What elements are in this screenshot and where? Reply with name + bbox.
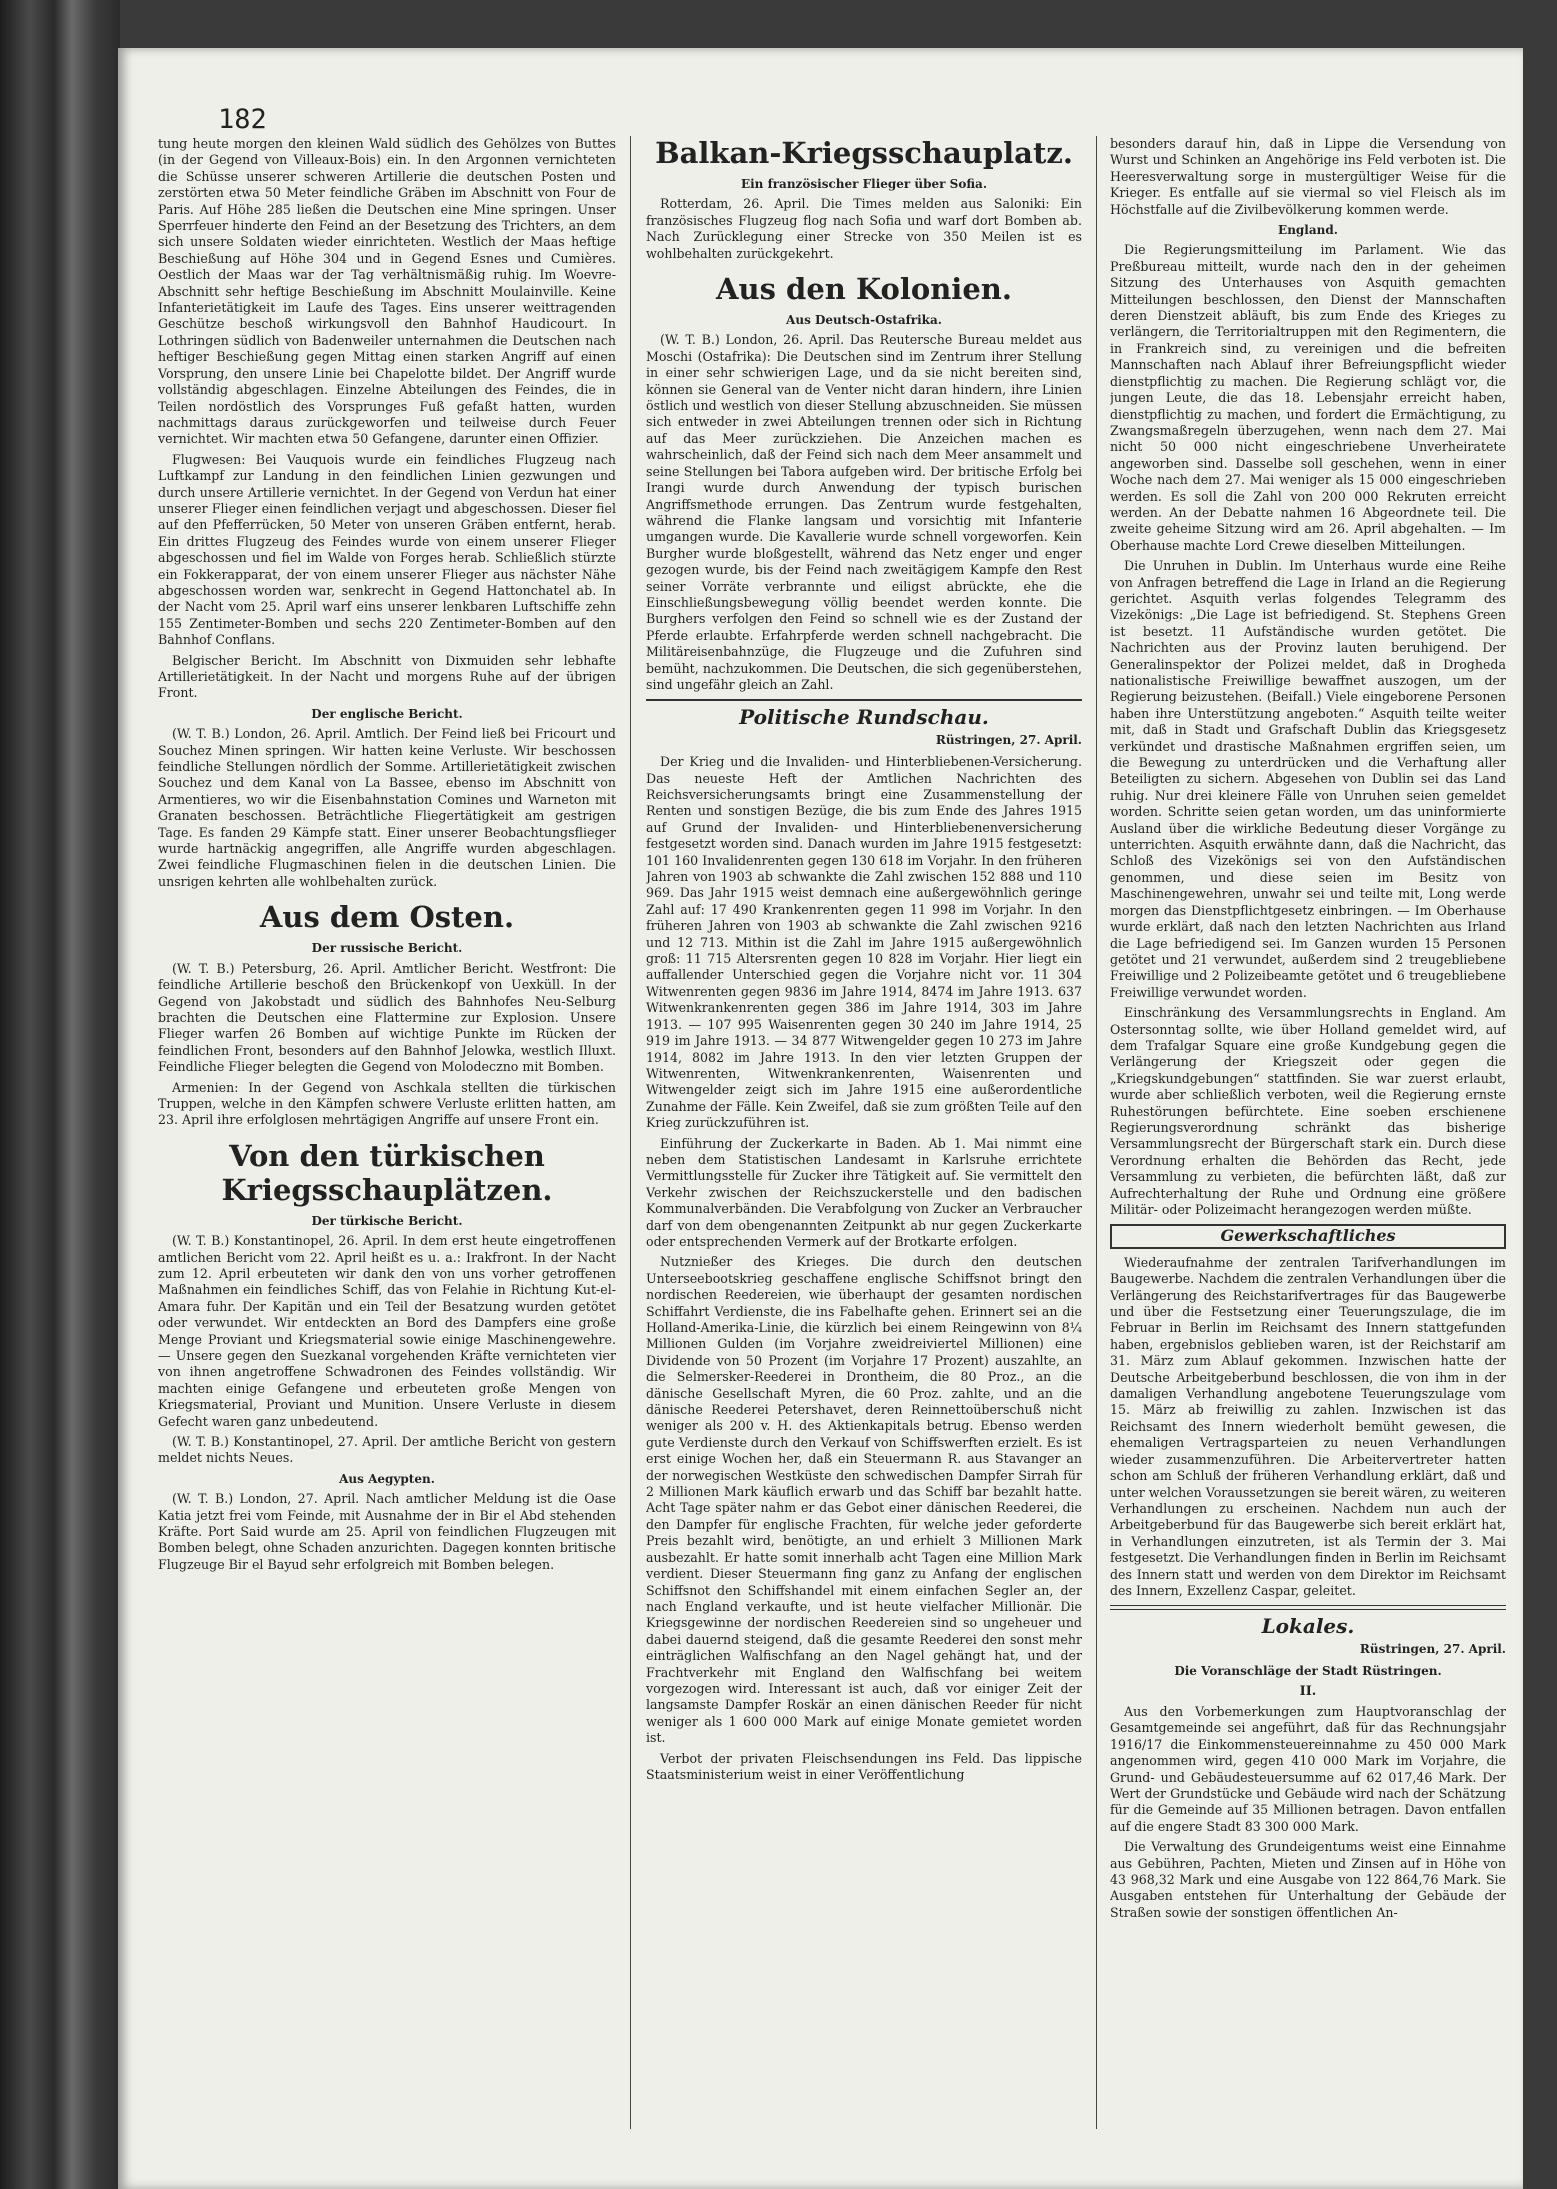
section-heading: Aus dem Osten. xyxy=(259,900,515,935)
dateline: Rüstringen, 27. April. xyxy=(935,732,1082,747)
column-rule xyxy=(1096,136,1097,2129)
section-heading: Gewerkschaftliches xyxy=(1110,1224,1506,1248)
column-2 xyxy=(646,136,1082,2149)
column-rule xyxy=(630,136,631,2129)
article-paragraph: Einschränkung des Versammlungsrechts in England. Am Ostersonntag sollte, wie über Holland gemeldet wird, auf dem Trafalgar Square eine große Kundgebung gegen die Verlängerung der Kriegszeit oder gegen die „Kriegskundgebungen“ stattfinden. Sie war zuerst erlaubt, wurde aber schließlich verboten, weil die Regierung ernste Ruhestörungen befürchtete. Eine soeben erschienene Regierungsverordnung schränkt das bisherige Versammlungsrecht der Bürgerschaft stark ein. Durch diese Verordnung erhalten die Behörden das Recht, jede Versammlung zu verbieten, die befürchten läßt, daß zur Aufrechterhaltung der Ruhe und Ordnung eine größere Militär- oder Polizeimacht herangezogen werden müßte. xyxy=(1110,1005,1506,1217)
column-3 xyxy=(1110,136,1506,2149)
dateline: Rüstringen, 27. April. xyxy=(1359,1641,1506,1656)
part-number: II. xyxy=(1299,1683,1317,1699)
article-paragraph: Der Krieg und die Invaliden- und Hinterbliebenen-Versicherung. Das neueste Heft der Amtlichen Nachrichten des Reichsversicherungsamts bringt eine Zusammenstellung der Renten und sonstigen Bezüge, die bis zum Ende des Jahres 1915 auf Grund der Invaliden- und Hinterbliebenenversicherung festgesetzt worden sind. Danach wurden im Jahre 1915 festgesetzt: 101 160 Invalidenrenten gegen 130 618 im Vorjahr. In den früheren Jahren von 1903 ab schwankte die Zahl zwischen 152 888 und 110 969. Das Jahr 1915 weist demnach eine außergewöhnlich geringe Zahl auf: 17 490 Krankenrenten gegen 11 998 im Vorjahr. In den früheren Jahren von 1903 ab schwankte die Zahl zwischen 9216 und 12 713. Mithin ist die Zahl im Jahre 1915 außergewöhnlich groß: 11 715 Altersrenten gegen 10 828 im Vorjahr. Hier liegt ein auffallender Unterschied gegen die Vorjahre nicht vor. 11 304 Witwenrenten gegen 9836 im Jahre 1914, 8474 im Jahre 1913. 637 Witwenkrankenrenten gegen 386 im Jahre 1914, 303 im Jahre 1913. — 107 995 Waisenrenten gegen 30 240 im Jahre 1914, 25 919 im Jahre 1913. — 34 877 Witwengelder gegen 10 273 im Jahre 1914, 8082 im Jahre 1913. In den vier letzten Gruppen der Witwenrenten, Witwenkrankenrenten, Waisenrenten und Witwengelder zeigt sich im Jahre 1915 eine außerordentliche Zunahme der Fälle. Kein Zweifel, daß sie zum größten Teile auf den Krieg zurückzuführen ist. xyxy=(646,754,1082,1131)
section-heading: Von den türkischen Kriegsschauplätzen. xyxy=(221,1138,553,1207)
section-heading: Lokales. xyxy=(1261,1614,1355,1639)
article-paragraph: Nutznießer des Krieges. Die durch den deutschen Unterseebootskrieg geschaffene englische Schiffsnot bringt den nordischen Reedereien, wie überhaupt der gesamten nordischen Schiffahrt Verdienste, die ins Fabelhafte gehen. Erinnert sei an die Holland-Amerika-Linie, die kürzlich bei einem Reingewinn von 8¼ Millionen Gulden (im Vorjahre zweidreiviertel Millionen) eine Dividende von 50 Prozent (im Vorjahre 17 Prozent) auszahlte, an die Selmersker-Reederei in Drontheim, die 80 Proz., an die dänische Gesellschaft Myren, die 60 Proz. zahlte, und an die dänische Reederei Petershavet, deren Reinnettoüberschuß nicht weniger als 200 v. H. des Aktienkapitals betrug. Ebenso werden gute Verdienste durch den Verkauf von Schiffswerften erzielt. Es ist erst einige Wochen her, daß ein Steuermann R. aus Stavanger an der norwegischen Westküste den schwedischen Dampfer Sirrah für 2 Millionen Mark käuflich erwarb und das Schiff bar bezahlt hatte. Acht Tage später nahm er das Gebot einer dänischen Reederei, die den Dampfer für englische Frachten, für welche jeder geforderte Preis bezahlt wird, benötigte, an und erhielt 3 Millionen Mark ausbezahlt. Er hatte somit innerhalb acht Tagen eine Million Mark verdient. Dieser Steuermann fing ganz zu Anfang der englischen Schiffsnot den Schiffshandel mit einem einfachen Segler an, der nach England verkaufte, und ist heute vielfacher Millionär. Die Kriegsgewinne der nordischen Reedereien sind so ungeheuer und dabei dauernd steigend, daß die gesamte Reederei den sonst mehr einträglichen Walfischfang an den Nagel gehängt hat, und der Frachtverkehr mit England den Walfischfang bei weitem vorgezogen wird. Interessant ist auch, daß vor einiger Zeit der langsamste Dampfer Roskär an einen dänischen Reeder für nicht weniger als 1 600 000 Mark auf einige Monate gemietet worden ist. xyxy=(646,1254,1082,1746)
article-paragraph: Rotterdam, 26. April. Die Times melden aus Saloniki: Ein französisches Flugzeug flog nach Sofia und warf dort Bomben ab. Nach Zurücklegung einer Strecke von 350 Meilen ist es wohlbehalten zurückgekehrt. xyxy=(646,196,1082,261)
section-subheading: Der türkische Bericht. xyxy=(311,1213,463,1228)
article-paragraph: Verbot der privaten Fleischsendungen ins Feld. Das lippische Staatsministerium weist in einer Veröffentlichung xyxy=(646,1750,1082,1782)
article-paragraph: Aus den Vorbemerkungen zum Hauptvoranschlag der Gesamtgemeinde sei angeführt, daß für das Rechnungsjahr 1916/17 die Einkommensteuereinnahme zu 450 000 Mark angenommen wird, gegen 410 000 Mark im Vorjahre, die Grund- und Gebäudesteuersumme auf 62 017,46 Mark. Der Wert der Grundstücke und Gebäude wird nach der Schätzung für die Gemeinde auf 35 Millionen betragen. Davon entfallen auf die engere Stadt 83 300 000 Mark. xyxy=(1110,1703,1506,1834)
article-paragraph: Belgischer Bericht. Im Abschnitt von Dixmuiden sehr lebhafte Artillerietätigkeit. In der Nacht und morgens Ruhe auf der übrigen Front. xyxy=(158,652,616,701)
article-paragraph: (W. T. B.) Konstantinopel, 26. April. In dem erst heute eingetroffenen amtlichen Bericht vom 22. April heißt es u. a.: Irakfront. In der Nacht zum 12. April erbeuteten wir dank den von uns vorher getroffenen Maßnahmen ein feindliches Schiff, das von Felahie in Richtung Kut-el-Amara fuhr. Der Kapitän und ein Teil der Besatzung wurden getötet oder verwundet. Wir entdeckten an Bord des Dampfers eine große Menge Proviant und Kriegsmaterial sowie einige Maschinengewehre. — Unsere gegen den Suezkanal vorgehenden Kräfte vernichteten vier von ihnen angetroffene Schwadronen des Feindes vollständig. Wir machten einige Gefangene und erbeuteten große Mengen von Kriegsmaterial, Proviant und Munition. Unsere Verluste in diesem Gefecht waren ganz unbedeutend. xyxy=(158,1233,616,1429)
column-1 xyxy=(158,136,616,2149)
section-subheading: Die Voranschläge der Stadt Rüstringen. xyxy=(1174,1664,1442,1679)
section-heading: Aus den Kolonien. xyxy=(716,272,1012,307)
newspaper-page xyxy=(118,48,1523,2189)
section-subheading: Aus Aegypten. xyxy=(339,1471,435,1486)
section-heading: Politische Rundschau. xyxy=(739,705,989,730)
article-paragraph: (W. T. B.) London, 26. April. Amtlich. Der Feind ließ bei Fricourt und Souchez Minen springen. Wir hatten keine Verluste. Wir beschossen feindliche Stellungen nördlich der Somme. Artillerietätigkeit zwischen Souchez und dem Kanal von La Bassee, ebenso im Abschnitt von Armentieres, wo wir die Eisenbahnstation Comines und Warneton mit Granaten beschossen. Beträchtliche Fliegertätigkeit am gestrigen Tage. Es fanden 29 Kämpfe statt. Einer unserer Beobachtungsflieger wurde hartnäckig angegriffen, alle Angriffe wurden abgeschlagen. Zwei feindliche Flugmaschinen fielen in die deutschen Linien. Die unsrigen kehrten alle wohlbehalten zurück. xyxy=(158,726,616,889)
article-paragraph: Die Regierungsmitteilung im Parlament. Wie das Preßbureau mitteilt, wurde nach den in der geheimen Sitzung des Unterhauses von Asquith gemachten Mitteilungen beschlossen, den Dienst der Mannschaften deren Dienstzeit abläuft, bis zum Ende des Krieges zu verlängern, die Territorialtruppen mit den Regimentern, die in Frankreich sind, zu vereinigen und die befreiten Mannschaften nach Ablauf ihrer Befreiungspflicht wieder dienstpflichtig zu machen. Die Regierung schlägt vor, die jungen Leute, die das 18. Lebensjahr erreicht haben, dienstpflichtig zu machen, und fordert die Ermächtigung, zu Zwangsmaßregeln überzugehen, wenn nach dem 27. Mai nicht 50 000 nicht eingeschriebene Unverheiratete angeworben sind. Dasselbe soll geschehen, wenn in einer Woche nach dem 27. Mai weniger als 15 000 eingeschrieben werden. Es soll die Zahl von 200 000 Rekruten erreicht werden. An der Debatte nahmen 16 Abgeordnete teil. Die zweite geheime Sitzung wird am 26. April abgehalten. — Im Oberhause machte Lord Crewe dieselben Mitteilungen. xyxy=(1110,242,1506,553)
article-paragraph: Die Verwaltung des Grundeigentums weist eine Einnahme aus Gebühren, Pachten, Mieten und Zinsen auf in Höhe von 43 968,32 Mark und eine Ausgabe von 122 864,76 Mark. Sie Ausgaben entstehen für Unterhaltung der Gebäude der Straßen sowie der sonstigen öffentlichen An- xyxy=(1110,1839,1506,1920)
section-divider xyxy=(646,699,1082,701)
article-paragraph: Armenien: In der Gegend von Aschkala stellten die türkischen Truppen, welche in den Kämpfen schwere Verluste erlitten hatten, am 23. April ihre erfolglosen mehrtägigen Angriffe auf unsere Front ein. xyxy=(158,1079,616,1128)
section-heading: Balkan-Kriegsschauplatz. xyxy=(655,136,1073,170)
article-paragraph: Wiederaufnahme der zentralen Tarifverhandlungen im Baugewerbe. Nachdem die zentralen Verhandlungen über die Verlängerung des Reichstarifvertrages für das Baugewerbe und über die Festsetzung einer Teuerungszulage, die im Februar in Berlin im Reichsamt des Innern stattgefunden haben, ergebnislos geblieben waren, ist der Reichstarif am 31. März zum Ablauf gekommen. Inzwischen hatte der Deutsche Arbeitgeberbund beschlossen, die von ihm in der damaligen Verhandlung angebotene Teuerungszulage vom 15. März ab freiwillig zu zahlen. Inzwischen ist das Reichsamt des Innern wiederholt bemüht gewesen, die ehemaligen Vertragsparteien zu neuen Verhandlungen wieder zusammenzuführen. Die Arbeitervertreter hatten schon am Schluß der früheren Verhandlung erklärt, daß und unter welchen Voraussetzungen sie bereit wären, zu weiteren Verhandlungen zu erscheinen. Nachdem nun auch der Arbeitgeberbund für das Baugewerbe sich bereit erklärt hat, in Verhandlungen einzutreten, ist als Termin der 3. Mai festgesetzt. Die Verhandlungen finden in Berlin im Reichsamt des Innern statt und werden von dem Direktor im Reichsamt des Innern, Exzellenz Caspar, geleitet. xyxy=(1110,1254,1506,1598)
section-divider xyxy=(1110,1605,1506,1610)
section-subheading: Aus Deutsch-Ostafrika. xyxy=(786,313,942,328)
article-paragraph: Flugwesen: Bei Vauquois wurde ein feindliches Flugzeug nach Luftkampf zur Landung in den feindlichen Linien gezwungen und durch unsere Artillerie vernichtet. In der Gegend von Verdun hat einer unserer Flieger einen feindlichen verjagt und abgeschossen. Dieser fiel auf den Pfefferrücken, 50 Meter von unseren Gräben entfernt, herab. Ein drittes Flugzeug des Feindes wurde von einem unserer Flieger abgeschossen und fiel im Walde von Forges herab. Schließlich stürzte ein Fokkerapparat, der von einem unserer Flieger aus nächster Nähe abgeschossen worden war, senkrecht in Gegend Hattonchatel ab. In der Nacht vom 25. April warf eins unserer lenkbaren Luftschiffe zehn 155 Zentimeter-Bomben und sechs 220 Zentimeter-Bomben auf den Bahnhof Conflans. xyxy=(158,451,616,648)
article-paragraph: (W. T. B.) Petersburg, 26. April. Amtlicher Bericht. Westfront: Die feindliche Artillerie beschoß den Brückenkopf von Uexküll. In der Gegend von Jakobstadt und südlich des Bahnhofes Neu-Selburg brachten die Deutschen eine Flattermine zur Explosion. Unsere Flieger warfen 26 Bomben auf wichtige Punkte im Rücken der feindlichen Front, besonders auf den Bahnhof Jelowka, westlich Illuxt. Feindliche Flieger belegten die Gegend von Molodeczno mit Bomben. xyxy=(158,960,616,1075)
book-binding xyxy=(0,0,120,2189)
page-number: 182 xyxy=(218,104,267,135)
section-subheading: Der englische Bericht. xyxy=(311,706,463,721)
section-subheading: England. xyxy=(1278,223,1338,238)
article-paragraph: (W. T. B.) Konstantinopel, 27. April. Der amtliche Bericht von gestern meldet nichts Neues. xyxy=(158,1434,616,1466)
article-paragraph: (W. T. B.) London, 26. April. Das Reutersche Bureau meldet aus Moschi (Ostafrika): Die Deutschen sind im Zentrum ihrer Stellung in einer sehr schwierigen Lage, und da sie nicht bereiten sind, können sie General van de Venter nicht daran hindern, ihre Linien östlich und westlich von dieser Stellung abzuschneiden. Sie müssen sich entweder in zwei Abteilungen trennen oder sich in Richtung auf das Meer zurückziehen. Die Anzeichen machen es wahrscheinlich, daß der Feind sich nach dem Meer ansammelt und seine Stellungen bei Tabora aufgeben wird. Der britische Erfolg bei Irangi wurde durch Anwendung der typisch burischen Angriffsmethode errungen. Das Zentrum wurde festgehalten, während die Flanke langsam und vorsichtig mit Infanterie umgangen wurde. Die Kavallerie wurde schnell vorgeworfen. Kein Burgher wurde bloßgestellt, während das Netz enger und enger gezogen wurde, bis der Feind nach zweitägigem Kampfe den Rest seiner Vorräte verbrannte und eiligst abrückte, ehe die Einschließungsbewegung völlig beendet werden konnte. Die Burghers verfolgen den Feind so schnell wie es der Zustand der Pferde erlaubte. Erfahrpferde werden schnell nachgebracht. Die Militäreisenbahnzüge, die Flugzeuge und die Zufuhren sind bemüht, nachzukommen. Die Deutschen, die sich gegenüberstehen, sind ungefähr gleich an Zahl. xyxy=(646,332,1082,692)
section-subheading: Ein französischer Flieger über Sofia. xyxy=(740,177,988,191)
article-paragraph: (W. T. B.) London, 27. April. Nach amtlicher Meldung ist die Oase Katia jetzt frei vom Feinde, mit Ausnahme der in Bir el Abd stehenden Kräfte. Port Said wurde am 25. April von feindlichen Flugzeugen mit Bomben belegt, ohne Schaden anzurichten. Dagegen konnten britische Flugzeuge Bir el Bayud sehr erfolgreich mit Bomben belegen. xyxy=(158,1491,616,1572)
article-paragraph: besonders darauf hin, daß in Lippe die Versendung von Wurst und Schinken an Angehörige ins Feld verboten ist. Die Heeresverwaltung sorge in mustergültiger Weise für die Krieger. Es entfalle auf sie viermal so viel Fleisch als im Höchstfalle auf die Zivilbevölkerung kommen werde. xyxy=(1110,136,1506,217)
section-subheading: Der russische Bericht. xyxy=(311,941,463,956)
article-paragraph: Die Unruhen in Dublin. Im Unterhaus wurde eine Reihe von Anfragen betreffend die Lage in Irland an die Regierung gerichtet. Asquith verlas folgendes Telegramm des Vizekönigs: „Die Lage ist befriedigend. St. Stephens Green ist besetzt. 11 Aufständische wurden getötet. Die Nachrichten aus der Provinz lauten beruhigend. Der Generalinspektor der Polizei meldet, daß in Drogheda nationalistische Freiwillige bewaffnet auszogen, um der Regierung beizustehen. (Beifall.) Viele eingeborene Personen haben ihre Unterstützung angeboten.“ Asquith teilte weiter mit, daß in Stadt und Grafschaft Dublin das Kriegsgesetz verkündet und drastische Maßnahmen ergriffen seien, um die Bewegung zu unterdrücken und die Verhaftung aller Beteiligten zu sichern. Abgesehen von Dublin sei das Land ruhig. Nur drei kleinere Fälle von Unruhen seien gemeldet worden. Schritte seien getan worden, um das uninformierte Ausland über die wirkliche Bedeutung dieser Vorgänge zu unterrichten. Asquith erwähnte dann, daß die Nachricht, das Schloß des Vizekönigs sei von den Aufständischen genommen, und diese seien im Besitz von Maschinengewehren, unwahr sei und teilte mit, Long werde morgen das Dienstpflichtgesetz einbringen. — Im Oberhause wurde erklärt, daß nach den letzten Nachrichten aus Irland die Lage befriedigend sei. Im Ganzen wurden 15 Personen getötet und 21 verwundet, außerdem sind 2 treugebliebene Freiwillige und 2 Polizeibeamte getötet und 6 treugebliebene Freiwillige verwundet worden. xyxy=(1110,558,1506,1000)
article-paragraph: Einführung der Zuckerkarte in Baden. Ab 1. Mai nimmt eine neben dem Statistischen Landesamt in Karlsruhe errichtete Vermittlungsstelle für Zucker ihre Tätigkeit auf. Sie vermittelt den Verkehr zwischen der Reichszuckerstelle und den badischen Kommunalverbänden. Die Verabfolgung von Zucker an Verbraucher darf von dem obengenannten Zeitpunkt ab nur gegen Zuckerkarte oder entsprechenden Vermerk auf der Brotkarte erfolgen. xyxy=(646,1135,1082,1249)
article-paragraph: tung heute morgen den kleinen Wald südlich des Gehölzes von Buttes (in der Gegend von Villeaux-Bois) ein. In den Argonnen vernichteten die Schüsse unserer schweren Artillerie die deutschen Posten und zerstörten etwa 50 Meter feindliche Gräben im Abschnitt von Four de Paris. Auf Höhe 285 ließen die Deutschen eine Mine springen. Unser Sperrfeuer hinderte den Feind an der Besetzung des Trichters, an dem sich unsere Soldaten wieder einrichteten. Westlich der Maas heftige Beschießung auf Höhe 304 und in Gegend Esnes und Cumières. Oestlich der Maas war der Tag verhältnismäßig ruhig. Im Woevre-Abschnitt sehr heftige Beschießung im Abschnitt Moulainville. Keine Infanterietätigkeit im Laufe des Tages. Eins unserer weittragenden Geschütze beschoß wirkungsvoll den Bahnhof Haudicourt. In Lothringen südlich von Badenweiler unternahmen die Deutschen nach heftiger Beschießung gegen Mittag einen starken Angriff auf einen Vorsprung, den unsere Linie bei Chapelotte bildet. Der Angriff wurde vollständig abgeschlagen. Einzelne Abteilungen des Feindes, die in Teilen nordöstlich des Vorsprunges Fuß gefaßt hatten, wurden nachmittags daraus zurückgeworfen und teilweise durch Feuer vernichtet. Wir machten etwa 50 Gefangene, darunter einen Offizier. xyxy=(158,136,616,447)
